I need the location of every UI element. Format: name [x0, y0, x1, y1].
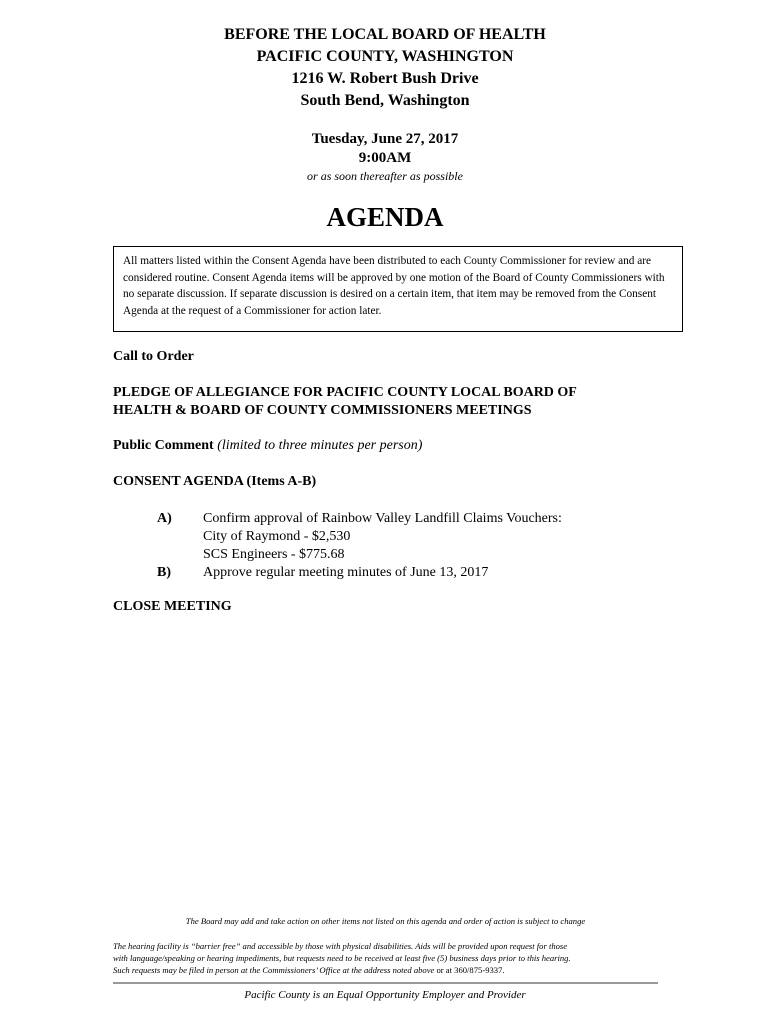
meeting-time: 9:00AM — [358, 150, 412, 166]
item-letter: A) — [157, 511, 172, 526]
item-line: Approve regular meeting minutes of June 13, 2017 — [203, 565, 489, 580]
item-line: City of Raymond - $2,530 — [203, 529, 351, 544]
meeting-datetime — [0, 130, 770, 185]
meeting-date: Tuesday, June 27, 2017 — [311, 131, 459, 147]
accessibility-phone: or at 360/875-9337. — [436, 965, 505, 975]
public-comment-label: Public Comment — [113, 438, 214, 453]
header-line-1: BEFORE THE LOCAL BOARD OF HEALTH — [224, 26, 546, 43]
public-comment-note: (limited to three minutes per person) — [217, 438, 423, 453]
meeting-time-note: or as soon thereafter as possible — [307, 169, 463, 183]
header-line-4: South Bend, Washington — [300, 92, 470, 109]
board-change-note: The Board may add and take action on other items not listed on this agenda and order of action is subject to change — [185, 916, 586, 926]
accessibility-notice — [113, 940, 658, 976]
pledge-line-1: PLEDGE OF ALLEGIANCE FOR PACIFIC COUNTY LOCAL BOARD OF — [113, 385, 577, 400]
accessibility-line-3a: Such requests may be filed in person at the Commissioners’ Office at the address noted above — [113, 965, 435, 975]
item-line: Confirm approval of Rainbow Valley Landfill Claims Vouchers: — [203, 511, 562, 526]
document-header — [0, 24, 770, 112]
consent-item-b — [157, 564, 657, 582]
footer-divider — [113, 982, 658, 984]
item-line: SCS Engineers - $775.68 — [203, 547, 345, 562]
consent-notice-box — [113, 246, 683, 332]
accessibility-line-2: with language/speaking or hearing impediments, but requests need to be received at least five (5) business days prior to this hearing. — [113, 953, 571, 963]
header-line-3: 1216 W. Robert Bush Drive — [291, 70, 479, 87]
header-line-2: PACIFIC COUNTY, WASHINGTON — [256, 48, 514, 65]
item-letter: B) — [157, 565, 171, 580]
public-comment — [113, 437, 422, 455]
pledge-heading — [113, 384, 577, 420]
close-meeting: CLOSE MEETING — [113, 599, 232, 614]
consent-notice-text: All matters listed within the Consent Agenda have been distributed to each County Commissioner for review and are considered routine. Consent Agenda items will be approved by one motion of the Board of County Commissioners with no separate discussion. If separate discussion is desired on a certain item, that item may be removed from the Consent Agenda at the request of a Commissioner for action later. — [123, 255, 665, 317]
call-to-order: Call to Order — [113, 349, 194, 364]
consent-item-a — [157, 510, 657, 564]
item-text — [203, 510, 643, 564]
equal-opportunity-statement: Pacific County is an Equal Opportunity Employer and Provider — [244, 989, 526, 1001]
item-text — [203, 564, 643, 582]
accessibility-line-1: The hearing facility is “barrier free” and accessible by those with physical disabilities. Aids will be provided upon request for those — [113, 941, 568, 951]
pledge-line-2: HEALTH & BOARD OF COUNTY COMMISSIONERS MEETINGS — [113, 403, 532, 418]
page-title: AGENDA — [326, 202, 444, 232]
consent-agenda-heading: CONSENT AGENDA (Items A-B) — [113, 474, 317, 489]
accessibility-line-3 — [113, 964, 658, 976]
